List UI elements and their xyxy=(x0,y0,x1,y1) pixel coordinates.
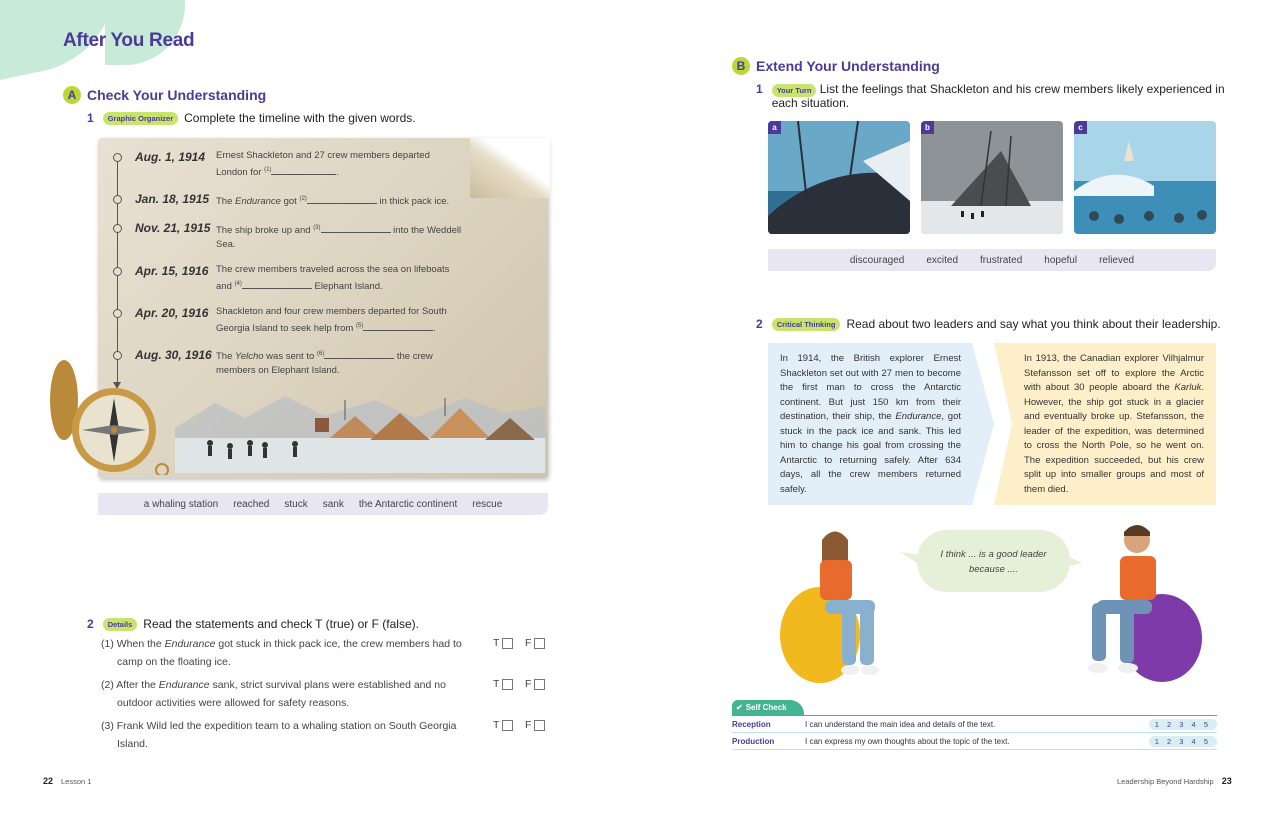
word-bank-item: rescue xyxy=(472,498,503,510)
footer-label: Leadership Beyond Hardship xyxy=(1117,777,1214,786)
page-title: After You Read xyxy=(63,30,195,51)
question-1 xyxy=(756,82,1225,110)
answer-blank[interactable] xyxy=(321,232,391,233)
statement-1: (1) When the Endurance got stuck in thick pack ice, the crew members had to camp on the floating ice. xyxy=(101,638,462,668)
timeline-date: Nov. 21, 1915 xyxy=(135,221,211,235)
section-badge: A xyxy=(63,86,81,104)
antarctic-camp-illustration xyxy=(175,388,545,473)
picture-a xyxy=(768,121,910,234)
word-bank-item: reached xyxy=(233,498,270,510)
timeline-dot xyxy=(113,309,122,318)
timeline-dot xyxy=(113,153,122,162)
timeline-dot xyxy=(113,267,122,276)
true-checkbox[interactable]: T xyxy=(493,719,513,731)
compass-illustration xyxy=(44,350,169,475)
timeline-event: The ship broke up and $^{(3)}$ into the Weddell Sea. xyxy=(216,225,462,251)
timeline-date: Aug. 1, 1914 xyxy=(135,150,206,164)
timeline-date: Aug. 30, 1916 xyxy=(135,348,212,362)
passage-stefansson: In 1913, the Canadian explorer Vilhjalmur Stefansson set off to explore the Arctic with about 30 people aboard the Karluk. However, the ship got stuck in a glacier and eventually broke up. Stefansson, the leader of the expedition, was determined to cross the North Pole, so he went on. The expedition succeeded, but his crew split up into smaller groups and most of them died. xyxy=(1012,343,1216,505)
word-bank-item: discouraged xyxy=(849,254,905,266)
student-boy-illustration xyxy=(1082,518,1207,683)
statement-2: (2) After the Endurance sank, strict survival plans were established and no outdoor activities were allowed for safety reasons. xyxy=(101,679,446,709)
feelings-word-bank xyxy=(768,249,1216,271)
self-check-row: Reception I can understand the main idea and details of the text. 1 2 3 4 5 xyxy=(732,716,1217,733)
word-bank-item: a whaling station xyxy=(143,498,219,510)
question-instruction: Complete the timeline with the given words. xyxy=(184,111,416,125)
timeline-dot xyxy=(113,224,122,233)
answer-blank[interactable] xyxy=(363,330,433,331)
timeline-dot xyxy=(113,195,122,204)
question-2 xyxy=(87,617,419,631)
word-bank-item: frustrated xyxy=(980,254,1023,266)
picture-b xyxy=(921,121,1063,234)
picture-label: a xyxy=(768,121,781,134)
question-number: 1 xyxy=(87,111,94,125)
left-footer xyxy=(43,776,91,786)
speech-bubble: I think ... is a good leader because .... xyxy=(917,530,1070,592)
false-checkbox[interactable]: F xyxy=(525,678,545,690)
picture-label: b xyxy=(921,121,934,134)
statement-3: (3) Frank Wild led the expedition team to a whaling station on South Georgia Island. xyxy=(101,720,457,750)
section-badge: B xyxy=(732,57,750,75)
word-bank-item: stuck xyxy=(284,498,308,510)
speech-tail-right xyxy=(1066,555,1082,567)
false-checkbox[interactable]: F xyxy=(525,637,545,649)
speech-tail-left xyxy=(900,552,920,566)
passage-shackleton: In 1914, the British explorer Ernest Shackleton set out with 27 men to become the first man to cross the Antarctic continent. But just 150 km from their destination, their ship, the Endurance, got stuck in the pack ice and sank. This led him to change his goal from crossing the Antarctic to returning safely. After 634 days, all the crew members returned safely. xyxy=(768,343,973,505)
timeline-date: Apr. 15, 1916 xyxy=(135,264,209,278)
answer-blank[interactable] xyxy=(271,174,336,175)
question-tag: Critical Thinking xyxy=(772,318,841,331)
page-number: 23 xyxy=(1221,776,1232,786)
word-bank-item: sank xyxy=(322,498,344,510)
question-number: 2 xyxy=(756,317,763,331)
check-icon: ✔ xyxy=(736,703,743,712)
timeline-event: The Yelcho was sent to $^{(6)}$ the crew members on Elephant Island. xyxy=(216,351,433,377)
self-check-row: Production I can express my own thoughts about the topic of the text. 1 2 3 4 5 xyxy=(732,733,1217,750)
timeline-event: Ernest Shackleton and 27 crew members departed London for $^{(1)}$ . xyxy=(216,150,430,179)
passage-arrow xyxy=(972,343,994,505)
section-b-heading xyxy=(732,57,940,75)
timeline-event: Shackleton and four crew members departed for South Georgia Island to seek help from $^{(5)}$ . xyxy=(216,306,447,335)
page-number: 22 xyxy=(43,776,54,786)
timeline-date: Apr. 20, 1916 xyxy=(135,306,209,320)
answer-blank[interactable] xyxy=(242,288,312,289)
right-footer xyxy=(1117,776,1232,786)
question-number: 1 xyxy=(756,82,763,96)
footer-label: Lesson 1 xyxy=(61,777,92,786)
picture-c xyxy=(1074,121,1216,234)
section-title: Check Your Understanding xyxy=(87,87,267,103)
word-bank xyxy=(98,493,548,515)
word-bank-item: relieved xyxy=(1099,254,1135,266)
answer-blank[interactable] xyxy=(307,203,377,204)
true-checkbox[interactable]: T xyxy=(493,637,513,649)
question-tag: Details xyxy=(103,618,138,631)
rating-scale[interactable]: 1 2 3 4 5 xyxy=(1149,719,1217,730)
question-instruction: Read about two leaders and say what you think about their leadership. xyxy=(846,317,1221,331)
question-instruction: Read the statements and check T (true) or F (false). xyxy=(143,617,419,631)
question-2 xyxy=(756,317,1221,331)
self-check-tab: ✔ Self Check xyxy=(732,700,804,715)
question-instruction: each situation. xyxy=(771,96,850,110)
question-number: 2 xyxy=(87,617,94,631)
timeline-event: The Endurance got $^{(2)}$ in thick pack ice. xyxy=(216,196,450,208)
passage-notch xyxy=(994,343,1014,505)
question-instruction: List the feelings that Shackleton and his crew members likely experienced in xyxy=(819,82,1225,96)
rating-scale[interactable]: 1 2 3 4 5 xyxy=(1149,736,1217,747)
picture-label: c xyxy=(1074,121,1087,134)
question-1 xyxy=(87,111,416,125)
word-bank-item: the Antarctic continent xyxy=(358,498,458,510)
false-checkbox[interactable]: F xyxy=(525,719,545,731)
question-tag: Graphic Organizer xyxy=(103,112,178,125)
timeline-date: Jan. 18, 1915 xyxy=(135,192,210,206)
true-checkbox[interactable]: T xyxy=(493,678,513,690)
section-a-heading xyxy=(63,86,266,104)
word-bank-item: hopeful xyxy=(1044,254,1078,266)
section-title: Extend Your Understanding xyxy=(756,58,940,74)
student-girl-illustration xyxy=(780,525,890,685)
word-bank-item: excited xyxy=(926,254,959,266)
timeline-event: The crew members traveled across the sea on lifeboats and $^{(4)}$ Elephant Island. xyxy=(216,264,450,293)
answer-blank[interactable] xyxy=(324,358,394,359)
question-tag: Your Turn xyxy=(772,84,817,97)
